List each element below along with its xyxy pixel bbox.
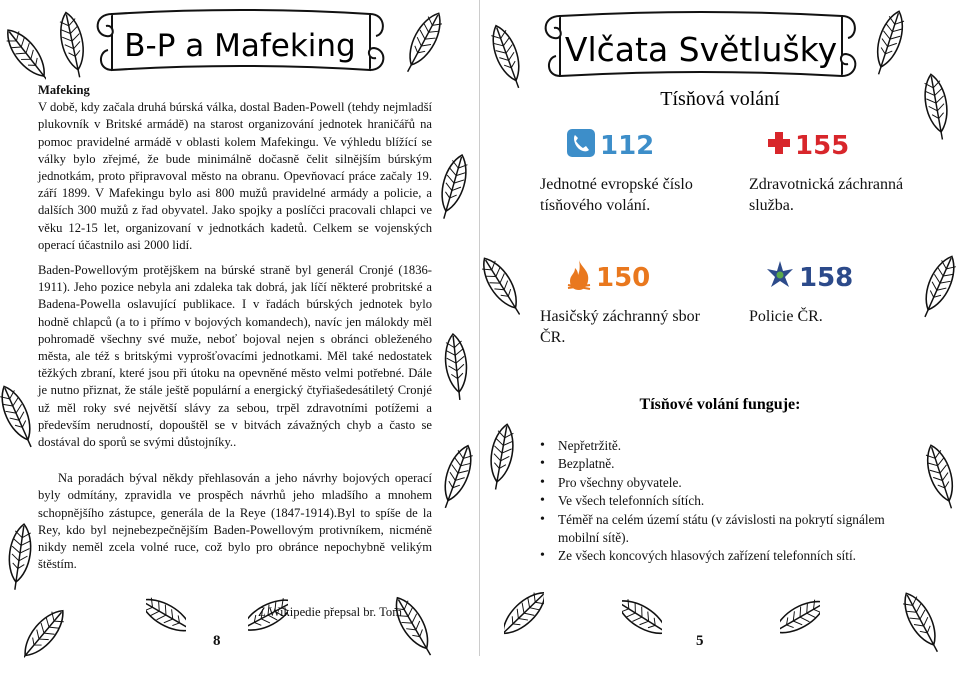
list-item: • Nepřetržitě.	[540, 437, 920, 455]
decorative-leaf-icon	[434, 150, 474, 224]
list-item: • Pro všechny obyvatele.	[540, 474, 920, 492]
decorative-leaf-icon	[438, 440, 478, 514]
decorative-leaf-icon	[920, 250, 960, 324]
article-heading: Mafeking	[38, 83, 90, 97]
page-title: Vlčata Světlušky	[564, 30, 838, 69]
article-paragraph: Na poradách býval někdy přehlasován a jeho návrhy bojových operací byly odmítány, zpravidla ve prospěch návrhů jeho mladšího a mnohem schopnějšího zástupce, generála de la Reye (1847-1914).Byl to spíše de la Rey, kdo byl nejnebezpečnějším Baden-Powellovým protivníkem, nicméně nikdy neměl zcela volné ruce, což bylo pro obránce nepochybně velikým štěstím.	[38, 471, 432, 572]
decorative-leaf-icon	[392, 590, 432, 664]
service-badge	[749, 258, 919, 298]
article	[38, 82, 432, 573]
decorative-leaf-icon	[622, 584, 662, 658]
service-155	[749, 126, 919, 216]
article-credit: Z Wikipedie přepsal br. Tom	[258, 605, 402, 619]
decorative-leaf-icon	[0, 380, 36, 454]
service-label: Hasičský záchranný sbor ČR.	[540, 308, 700, 346]
service-badge	[540, 258, 710, 298]
page-title: B-P a Mafeking	[124, 28, 356, 64]
service-number: 155	[795, 131, 850, 161]
service-badge	[540, 126, 710, 166]
decorative-leaf-icon	[52, 8, 92, 82]
service-number: 112	[600, 131, 655, 161]
service-150	[540, 258, 710, 348]
title-scroll-banner	[536, 4, 866, 90]
decorative-leaf-icon	[436, 330, 476, 404]
page-number: 5	[696, 633, 704, 649]
page-number: 8	[213, 633, 221, 649]
service-label: Jednotné evropské číslo tísňového volání.	[540, 176, 693, 214]
service-label: Policie ČR.	[749, 308, 823, 325]
police-star-icon	[765, 260, 795, 297]
decorative-leaf-icon	[504, 580, 544, 654]
list-item: • Bezplatně.	[540, 455, 920, 473]
service-number: 150	[596, 263, 651, 293]
decorative-leaf-icon	[24, 600, 64, 674]
title-scroll-banner	[90, 4, 390, 82]
decorative-leaf-icon	[0, 520, 40, 594]
phone-icon	[566, 128, 596, 165]
article-paragraph: Baden-Powellovým protějškem na búrské straně byl generál Cronjé (1836-1911). Jeho pozice nebyla ani zdaleka tak dobrá, jak líčí některé probritské a Badena-Powella oslavující publikace. I v řadách búrských jednotek bylo hodně chlapců (a to i přímo v bojových komandech), navíc jen málokdy měl pohromadě všechny své muže, neboť bojoval nejen s obránci obleženého města, ale též s britskými vyprošťovacími jednotkami. Měl také nedostatek těžkých zbraní, které jsou při útoku na opevněné město velmi potřebné. Dále je nutno přiznat, že stále ještě populární a energický čtyřiašedesátiletý Cronjé už měl roky své největší slávy za sebou, trpěl zdravotními potížemi a především nerudností, dopouštěl se v bitvách závažných chyb a často se dostával do sporů se svými důstojníky..	[38, 263, 432, 450]
service-112	[540, 126, 710, 216]
decorative-leaf-icon	[480, 250, 520, 324]
service-label: Zdravotnická záchranná služba.	[749, 176, 904, 214]
decorative-leaf-icon	[146, 582, 186, 656]
decorative-leaf-icon	[920, 440, 960, 514]
decorative-leaf-icon	[486, 20, 526, 94]
flame-icon	[566, 259, 592, 298]
decorative-leaf-icon	[780, 584, 820, 658]
decorative-leaf-icon	[900, 586, 940, 660]
section-title: Tísňová volání	[660, 88, 780, 110]
decorative-leaf-icon	[870, 6, 910, 80]
list-item: • Ve všech telefonních sítích.	[540, 492, 920, 510]
list-item: • Ze všech koncových hlasových zařízení telefonních sítí.	[540, 547, 920, 565]
bullet-list	[540, 437, 920, 566]
service-158	[749, 258, 919, 327]
article-paragraph: V době, kdy začala druhá búrská válka, dostal Baden-Powell (tehdy nejmladší plukovník v Britské armádě) na starost organizování jednotek hraničářů na pomoc pravidelné armádě v oblasti kolem Mafekingu. Ve výhledu blížící se války bylo zřejmé, že bude minimálně dočasně čelit silnějším búrským jednotkám, proto připravoval město na obranu. Opevňovací práce začaly 19. září 1899. V Mafekingu bylo asi 800 mužů pravidelné armády a policie, a dalších 300 mužů z řad obyvatel. Jako spojky a poslíčci pracovali chlapci ve věku 12-15 let, organizovaní v jednotkách kadetů. Celkem se vojenských operací účastnilo asi 2000 lidí.	[38, 100, 432, 252]
left-page	[0, 0, 480, 656]
subsection-title: Tísňové volání funguje:	[639, 396, 801, 413]
red-cross-icon	[767, 131, 791, 162]
decorative-leaf-icon	[482, 420, 522, 494]
list-item: • Téměř na celém území státu (v závislosti na pokrytí signálem mobilní sítě).	[540, 511, 920, 548]
decorative-leaf-icon	[405, 6, 445, 80]
service-number: 158	[799, 263, 854, 293]
service-badge	[749, 126, 919, 166]
